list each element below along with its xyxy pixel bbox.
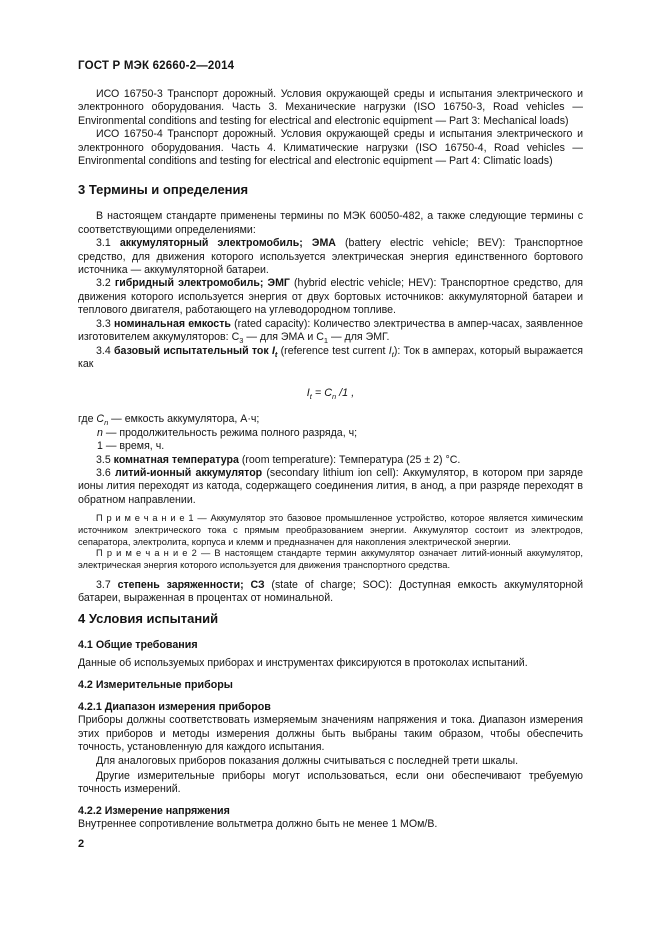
- section-4-1-heading: 4.1 Общие требования: [78, 639, 198, 652]
- note-2: [78, 548, 583, 571]
- section-4-1-text: Данные об используемых приборах и инструментах фиксируются в протоколах испытаний.: [78, 656, 528, 669]
- section-3-heading: 3 Термины и определения: [78, 182, 249, 198]
- term-3-3-number: 3.3: [96, 317, 114, 330]
- term-3-3-definition: (rated capacity): Количество электричества в ампер-часах, заявленное изготовителем аккумуляторов: $C_3$ — для ЭМА и $C_1$ — для ЭМГ.: [78, 317, 583, 346]
- term-3-1-definition: (battery electric vehicle; BEV): Транспортное средство, для движения которого используется электрическая энергия единственного бортового источника — аккумуляторной батареи.: [78, 237, 584, 277]
- term-3-5-definition: (room temperature): Температура (25 ± 2) °C.: [238, 453, 461, 466]
- term-3-7: [78, 579, 583, 606]
- note-2-text: В настоящем стандарте термин аккумулятор означает литий-ионный аккумулятор, электрическая энергия которого используется для движения транспортного средства.: [78, 548, 583, 570]
- term-3-2-name: гибридный электромобиль; ЭМГ: [114, 277, 290, 290]
- formula-where-duration: n — продолжительность режима полного разряда, ч;: [97, 426, 358, 439]
- term-3-3: [78, 318, 583, 345]
- term-3-6-number: 3.6: [96, 466, 115, 479]
- note-1: [78, 513, 583, 548]
- term-3-6: [78, 467, 583, 507]
- term-3-1-name: аккумуляторный электромобиль; ЭМА: [119, 237, 336, 250]
- term-3-7-definition: (state of charge; SOC): Доступная емкость аккумуляторной батареи, выраженная в процентах от номинальной.: [78, 578, 583, 605]
- section-4-2-1-paragraph-1: Приборы должны соответствовать измеряемым значениям напряжения и тока. Диапазон измерения этих приборов и методы измерения должны быть выбраны таким образом, чтобы обеспечить точность, установленную для каждого испытания.: [78, 714, 583, 753]
- term-3-6-name: литий-ионный аккумулятор: [114, 466, 263, 479]
- note-1-label: П р и м е ч а н и е 1 —: [96, 513, 211, 524]
- term-3-7-name: степень заряженности; СЗ: [117, 578, 265, 591]
- running-header: ГОСТ Р МЭК 62660-2—2014: [78, 60, 235, 72]
- term-3-6-definition: (secondary lithium ion cell): Аккумулятор, в котором при заряде ионы лития переходят из катода, содержащего соединения лития, в анод, а при разряде переходят в обратном направлении.: [78, 466, 583, 506]
- section-4-2-2-heading: 4.2.2 Измерение напряжения: [78, 804, 230, 817]
- term-3-5: [78, 454, 583, 467]
- formula-reference-test-current: $I_t = C_n$ /1 ,: [306, 387, 355, 402]
- paragraph-iso-16750-3: ИСО 16750-3 Транспорт дорожный. Условия окружающей среды и испытания электрического и электронного оборудования. Часть 3. Механические нагрузки (ISO 16750-3, Road vehicles — Environmental conditions and testing for electrical and electronic equipment — Part 3: Mechanical loads): [78, 88, 583, 127]
- term-3-3-name: номинальная емкость: [113, 317, 231, 330]
- term-3-4-name: базовый испытательный ток $I_t$: [114, 344, 278, 359]
- section-4-2-1-paragraph-2: Для аналоговых приборов показания должны считываться с последней трети шкалы.: [96, 755, 519, 768]
- formula-where-capacity: где $C_n$ — емкость аккумулятора, А·ч;: [78, 413, 260, 428]
- term-3-2-definition: (hybrid electric vehicle; HEV): Транспортное средство, для движения которого используется энергия от двух бортовых источников: аккумуляторной батареи и теплового двигателя, работающего на углеводородном топливе.: [78, 277, 583, 317]
- note-2-label: П р и м е ч а н и е 2 —: [96, 548, 215, 559]
- term-3-2: [78, 277, 583, 317]
- term-3-5-number: 3.5: [96, 453, 114, 466]
- paragraph-iso-16750-4: ИСО 16750-4 Транспорт дорожный. Условия окружающей среды и испытания электрического и электронного оборудования. Часть 4. Климатические нагрузки (ISO 16750-4, Road vehicles — Environmental conditions and testing for electrical and electronic equipment — Part 4: Climatic loads): [78, 128, 583, 168]
- page-content: [78, 88, 583, 831]
- term-3-4-number: 3.4: [96, 344, 114, 357]
- note-1-text: Аккумулятор это базовое промышленное устройство, которое является химическим источником электрического тока с прямым преобразованием энергии. Аккумулятор состоит из электродов, сепаратора, электролита, корпуса и клемм и предназначен для накопления электрической энергии.: [78, 513, 583, 547]
- term-3-1: [78, 237, 583, 277]
- section-4-2-2-paragraph-1: Внутреннее сопротивление вольтметра должно быть не менее 1 МОм/В.: [78, 817, 438, 830]
- term-3-5-name: комнатная температура: [113, 453, 239, 466]
- page-number: 2: [78, 838, 85, 850]
- section-3-intro: В настоящем стандарте применены термины по МЭК 60050-482, а также следующие термины с соответствующими определениями:: [78, 210, 583, 236]
- term-3-2-number: 3.2: [96, 277, 115, 290]
- section-4-2-1-heading: 4.2.1 Диапазон измерения приборов: [78, 700, 271, 713]
- term-3-7-number: 3.7: [96, 578, 118, 591]
- term-3-4: [78, 345, 583, 372]
- term-3-4-definition: (reference test current $I_t$): Ток в амперах, который выражается как: [78, 344, 584, 370]
- section-4-2-1-paragraph-3: Другие измерительные приборы могут использоваться, если они обеспечивают требуемую точность измерений.: [78, 769, 583, 796]
- term-3-1-number: 3.1: [96, 237, 120, 250]
- section-4-2-heading: 4.2 Измерительные приборы: [78, 679, 233, 692]
- formula-where-time: 1 — время, ч.: [97, 440, 165, 453]
- section-4-heading: 4 Условия испытаний: [78, 611, 219, 627]
- notes: [78, 513, 583, 572]
